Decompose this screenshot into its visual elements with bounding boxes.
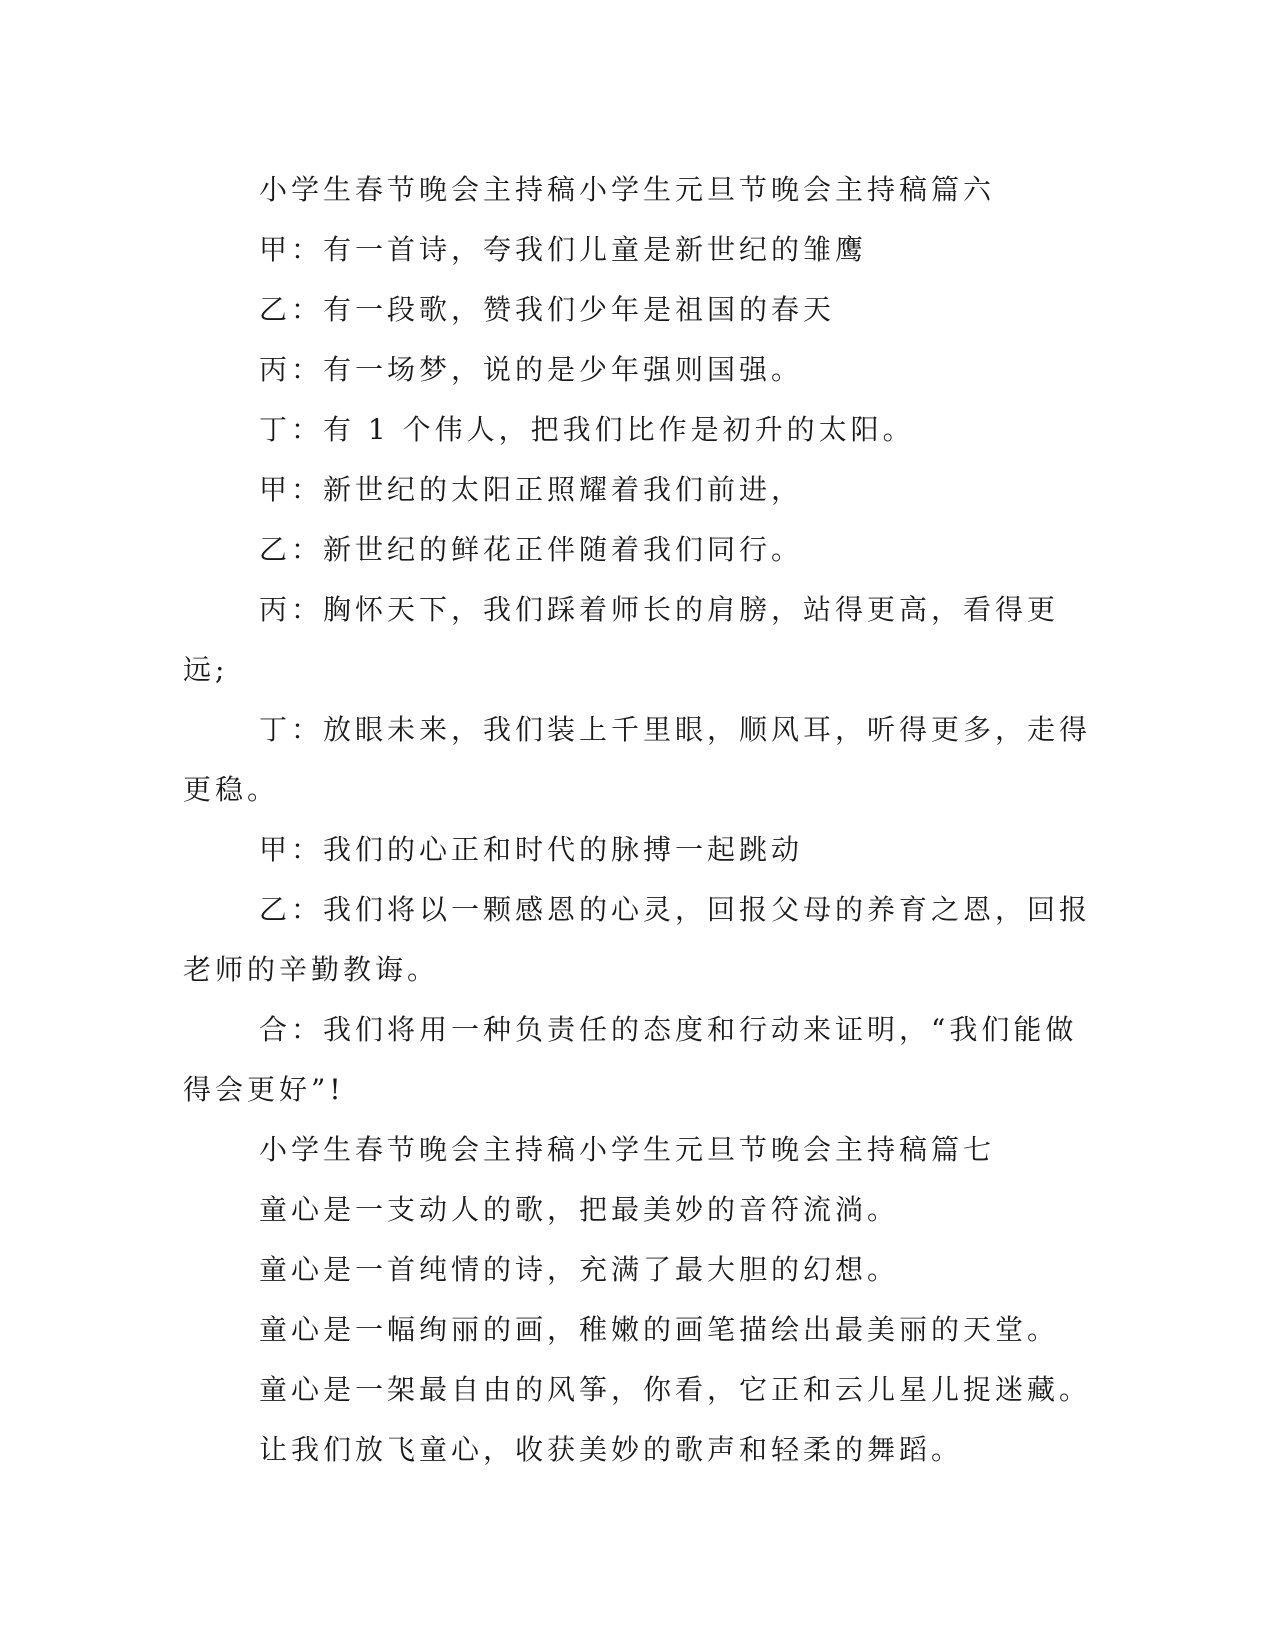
- body-paragraph: 童心是一首纯情的诗，充满了最大胆的幻想。: [259, 1253, 900, 1286]
- dialogue-line: 乙：有一段歌，赞我们少年是祖国的春天: [259, 293, 836, 326]
- body-paragraph: 童心是一支动人的歌，把最美妙的音符流淌。: [259, 1193, 900, 1226]
- dialogue-line: 甲：新世纪的太阳正照耀着我们前进，: [259, 473, 804, 506]
- document-body: [183, 160, 1103, 1480]
- section-heading-7: 小学生春节晚会主持稿小学生元旦节晚会主持稿篇七: [259, 1133, 996, 1166]
- dialogue-line: 乙：新世纪的鲜花正伴随着我们同行。: [259, 533, 804, 566]
- dialogue-line: 甲：我们的心正和时代的脉搏一起跳动: [259, 833, 804, 866]
- dialogue-line: 甲：有一首诗，夸我们儿童是新世纪的雏鹰: [259, 233, 868, 266]
- body-paragraph: 童心是一架最自由的风筝，你看，它正和云儿星儿捉迷藏。: [259, 1373, 1092, 1406]
- body-paragraph: 让我们放飞童心，收获美妙的歌声和轻柔的舞蹈。: [259, 1433, 964, 1466]
- dialogue-line: 乙：我们将以一颗感恩的心灵，回报父母的养育之恩，回报老师的辛勤教诲。: [183, 893, 1092, 986]
- section-heading-6: 小学生春节晚会主持稿小学生元旦节晚会主持稿篇六: [259, 173, 996, 206]
- body-paragraph: 童心是一幅绚丽的画，稚嫩的画笔描绘出最美丽的天堂。: [259, 1313, 1060, 1346]
- dialogue-line: 丙：胸怀天下，我们踩着师长的肩膀，站得更高，看得更远;: [183, 593, 1060, 686]
- dialogue-line: 合：我们将用一种负责任的态度和行动来证明，“我们能做得会更好”!: [183, 1013, 1078, 1106]
- dialogue-line: 丁：放眼未来，我们装上千里眼，顺风耳，听得更多，走得更稳。: [183, 713, 1092, 806]
- dialogue-line: 丙：有一场梦，说的是少年强则国强。: [259, 353, 804, 386]
- dialogue-line: 丁：有 1 个伟人，把我们比作是初升的太阳。: [259, 413, 915, 446]
